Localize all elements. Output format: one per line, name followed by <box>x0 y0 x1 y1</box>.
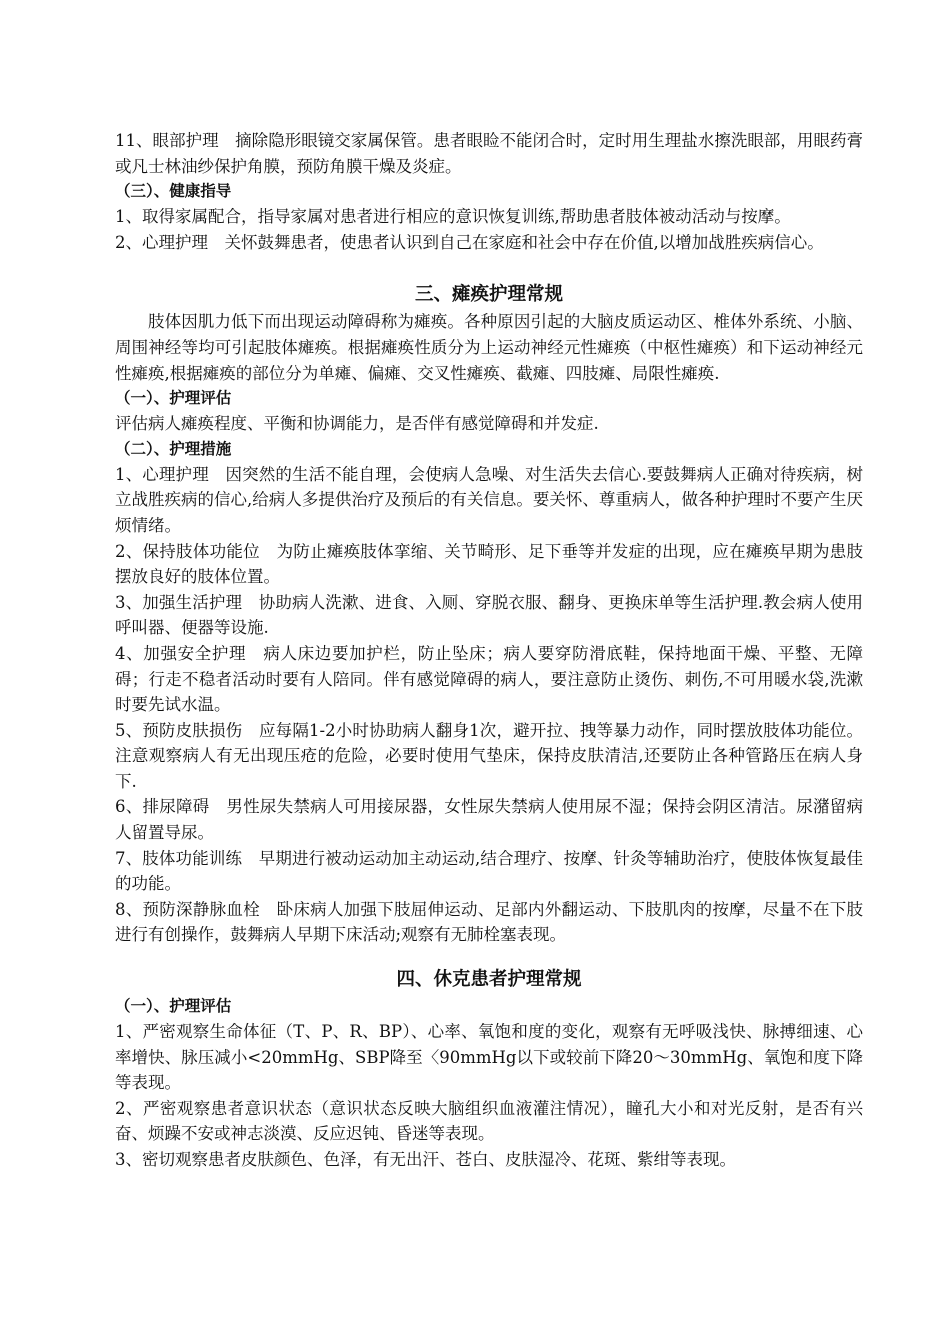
paralysis-intro-paragraph: 肢体因肌力低下而出现运动障碍称为瘫痪。各种原因引起的大脑皮质运动区、椎体外系统、小脑、周围神经等均可引起肢体瘫痪。根据瘫痪性质分为上运动神经元性瘫痪（中枢性瘫痪）和下运动神经元性瘫痪,根据瘫痪的部位分为单瘫、偏瘫、交叉性瘫痪、截瘫、四肢瘫、局限性瘫痪. <box>115 312 863 383</box>
shock-assessment-item-3: 3、密切观察患者皮肤颜色、色泽，有无出汗、苍白、皮肤湿冷、花斑、紫绀等表现。 <box>115 1150 736 1169</box>
measure-item-6: 6、排尿障碍 男性尿失禁病人可用接尿器，女性尿失禁病人使用尿不湿；保持会阴区清洁。尿潴留病人留置导尿。 <box>115 797 863 843</box>
measure-item-7: 7、肢体功能训练 早期进行被动运动加主动运动,结合理疗、按摩、针灸等辅助治疗，使肢体恢复最佳的功能。 <box>115 848 863 894</box>
health-guidance-heading: （三）、健康指导 <box>115 182 232 201</box>
measure-item-2: 2、保持肢体功能位 为防止瘫痪肢体挛缩、关节畸形、足下垂等并发症的出现，应在瘫痪早期为患肢摆放良好的肢体位置。 <box>115 541 863 587</box>
shock-assessment-item-1: 1、严密观察生命体征（T、P、R、BP）、心率、氧饱和度的变化，观察有无呼吸浅快、脉搏细速、心率增快、脉压减小<20mmHg、SBP降至〈90mmHg以下或较前下降20～30mmHg、氧饱和度下降等表现。 <box>115 1022 863 1093</box>
paralysis-measures-heading: （二）、护理措施 <box>115 439 232 458</box>
measure-item-8: 8、预防深静脉血栓 卧床病人加强下肢屈伸运动、足部内外翻运动、下肢肌肉的按摩，尽量不在下肢进行有创操作，鼓舞病人早期下床活动;观察有无肺栓塞表现。 <box>115 899 863 945</box>
paralysis-section-title: 三、瘫痪护理常规 <box>414 284 563 306</box>
shock-assessment-heading: （一）、护理评估 <box>115 997 232 1016</box>
shock-assessment-item-2: 2、严密观察患者意识状态（意识状态反映大脑组织血液灌注情况），瞳孔大小和对光反射，是否有兴奋、烦躁不安或神志淡漠、反应迟钝、昏迷等表现。 <box>115 1098 863 1144</box>
eye-care-paragraph: 11、眼部护理 摘除隐形眼镜交家属保管。患者眼睑不能闭合时，定时用生理盐水擦洗眼部，用眼药膏或凡士林油纱保护角膜，预防角膜干燥及炎症。 <box>115 131 863 176</box>
paralysis-assessment-paragraph: 评估病人瘫痪程度、平衡和协调能力，是否伴有感觉障碍和并发症. <box>115 414 599 434</box>
measure-item-5: 5、预防皮肤损伤 应每隔1-2小时协助病人翻身1次，避开拉、拽等暴力动作，同时摆放肢体功能位。注意观察病人有无出现压疮的危险，必要时使用气垫床，保持皮肤清洁,还要防止各种管路压在病人身下. <box>115 720 863 791</box>
shock-section-title: 四、休克患者护理常规 <box>396 969 582 991</box>
health-guidance-item-2: 2、心理护理 关怀鼓舞患者，使患者认识到自己在家庭和社会中存在价值,以增加战胜疾病信心。 <box>115 232 824 252</box>
measure-item-4: 4、加强安全护理 病人床边要加护栏，防止坠床；病人要穿防滑底鞋，保持地面干燥、平整、无障碍；行走不稳者活动时要有人陪同。伴有感觉障碍的病人，要注意防止烫伤、刺伤,不可用暖水袋,洗漱时要先试水温。 <box>115 643 863 715</box>
document-page <box>115 128 863 1173</box>
paralysis-assessment-heading: （一）、护理评估 <box>115 389 232 408</box>
section-spacer <box>115 948 863 966</box>
section-spacer <box>115 255 863 281</box>
health-guidance-item-1: 1、取得家属配合，指导家属对患者进行相应的意识恢复训练,帮助患者肢体被动活动与按摩。 <box>115 207 791 227</box>
measure-item-3: 3、加强生活护理 协助病人洗漱、进食、入厕、穿脱衣服、翻身、更换床单等生活护理.教会病人使用呼叫器、便器等设施. <box>115 592 863 638</box>
measure-item-1: 1、心理护理 因突然的生活不能自理，会使病人急噪、对生活失去信心.要鼓舞病人正确对待疾病，树立战胜疾病的信心,给病人多提供治疗及预后的有关信息。要关怀、尊重病人，做各种护理时不要产生厌烦情绪。 <box>115 464 863 535</box>
